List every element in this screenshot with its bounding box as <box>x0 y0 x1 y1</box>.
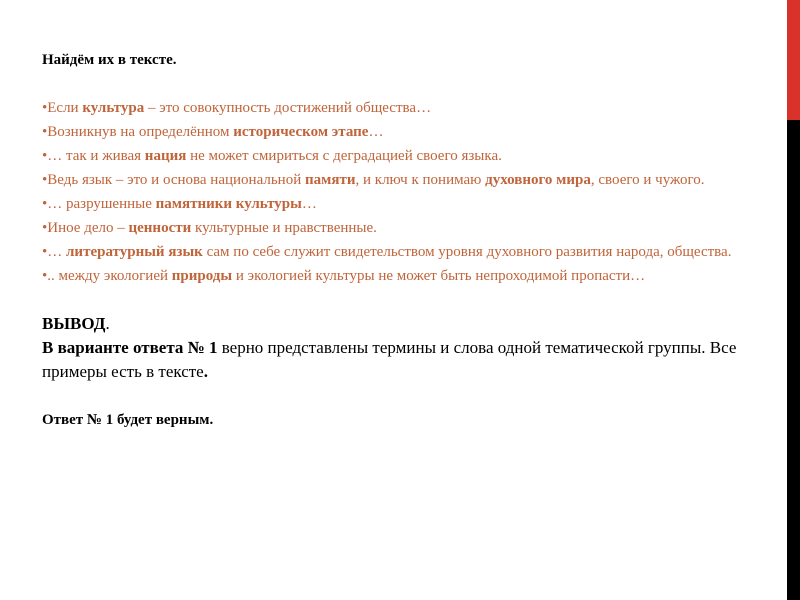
quote-text: , своего и чужого. <box>590 172 705 188</box>
slide-heading: Найдём их в тексте. <box>42 52 177 68</box>
quote-text: •… <box>42 244 67 260</box>
quote-item <box>42 120 772 144</box>
quote-term: памяти <box>305 172 356 188</box>
quote-text: сам по себе служит свидетельством уровня духовного развития народа, общества. <box>202 244 732 260</box>
quote-text: , и ключ к понимаю <box>355 172 486 188</box>
quote-text: не может смириться с деградацией своего языка. <box>186 148 502 164</box>
quote-item <box>42 96 772 120</box>
quote-item <box>42 144 772 168</box>
quote-text: … <box>368 124 384 140</box>
quote-text: •Ведь язык – это и основа национальной <box>42 172 305 188</box>
quote-text: культурные и нравственные. <box>191 220 377 236</box>
quote-item <box>42 216 772 240</box>
quote-item <box>42 240 772 264</box>
quote-text: •Возникнув на определённом <box>42 124 234 140</box>
conclusion-text: В варианте ответа № 1 верно представлены термины и слова одной тематической группы. Все примеры есть в тексте. <box>42 338 737 381</box>
quote-term: памятники культуры <box>155 196 302 212</box>
quote-text: и экологией культуры не может быть непроходимой пропасти… <box>232 268 646 284</box>
quote-item <box>42 168 772 192</box>
quote-text: … <box>301 196 317 212</box>
quote-term: природы <box>171 268 233 284</box>
quote-text: •Если <box>42 100 83 116</box>
quote-term: нация <box>144 148 187 164</box>
quote-term: историческом этапе <box>233 124 369 140</box>
quote-text: •… так и живая <box>42 148 145 164</box>
quote-term: духовного мира <box>485 172 591 188</box>
quote-text: •.. между экологией <box>42 268 172 284</box>
variant-label: В варианте ответа № 1 <box>42 338 218 357</box>
quote-list <box>42 96 772 288</box>
conclusion-block <box>42 312 772 384</box>
accent-bar-red <box>787 0 800 120</box>
quote-term: культура <box>82 100 145 116</box>
quote-term: ценности <box>128 220 192 236</box>
quote-term: литературный язык <box>66 244 203 260</box>
slide-content <box>42 48 772 447</box>
conclusion-title: ВЫВОД. <box>42 314 110 333</box>
accent-bar-black <box>787 120 800 600</box>
quote-text: •… разрушенные <box>42 196 156 212</box>
quote-item <box>42 192 772 216</box>
quote-item <box>42 264 772 288</box>
final-answer: Ответ № 1 будет верным. <box>42 412 214 428</box>
quote-text: – это совокупность достижений общества… <box>144 100 432 116</box>
quote-text: •Иное дело – <box>42 220 129 236</box>
